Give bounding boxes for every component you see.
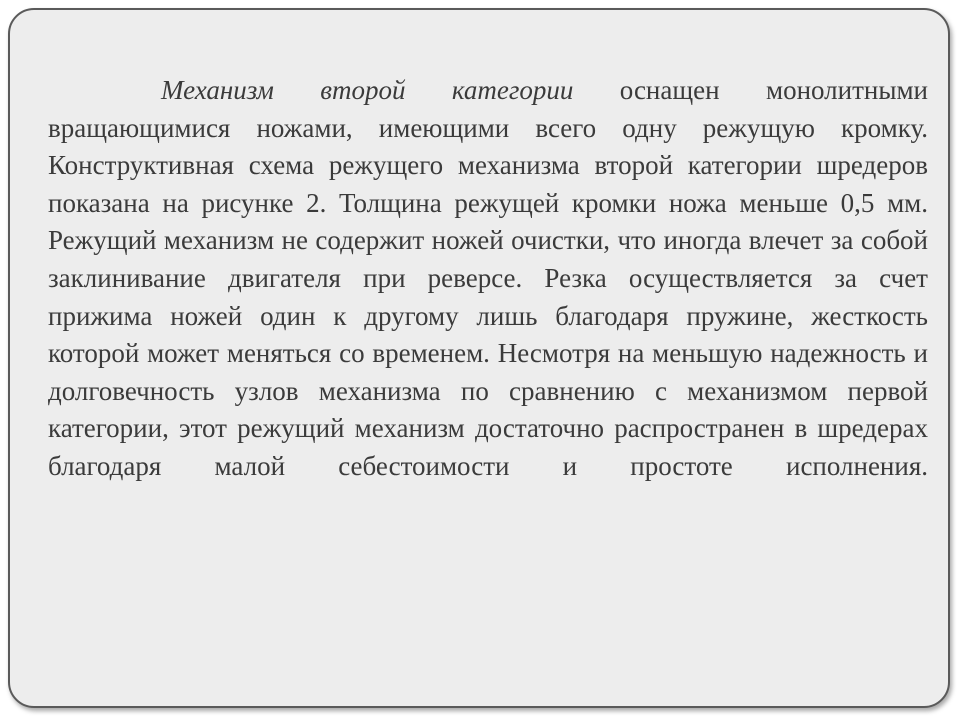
body-paragraph (48, 72, 928, 486)
paragraph-text: оснащен монолитными вращающимися ножами, имеющими всего одну режущую кромку. Конструктивная схема режущего механизма второй категории шредеров показана на рисунке 2. Толщина режущей кромки ножа меньше 0,5 мм. Режущий механизм не содержит ножей очистки, что иногда влечет за собой заклинивание двигателя при реверсе. Резка осуществляется за счет прижима ножей один к другому лишь благодаря пружине, жесткость которой может меняться со временем. Несмотря на меньшую надежность и долговечность узлов механизма по сравнению с механизмом первой категории, этот режущий механизм достаточно распространен в шредерах благодаря малой себестоимости и простоте исполнения. (48, 75, 929, 481)
content-panel (8, 8, 950, 708)
italic-lead-phrase: Механизм второй категории (161, 75, 574, 105)
